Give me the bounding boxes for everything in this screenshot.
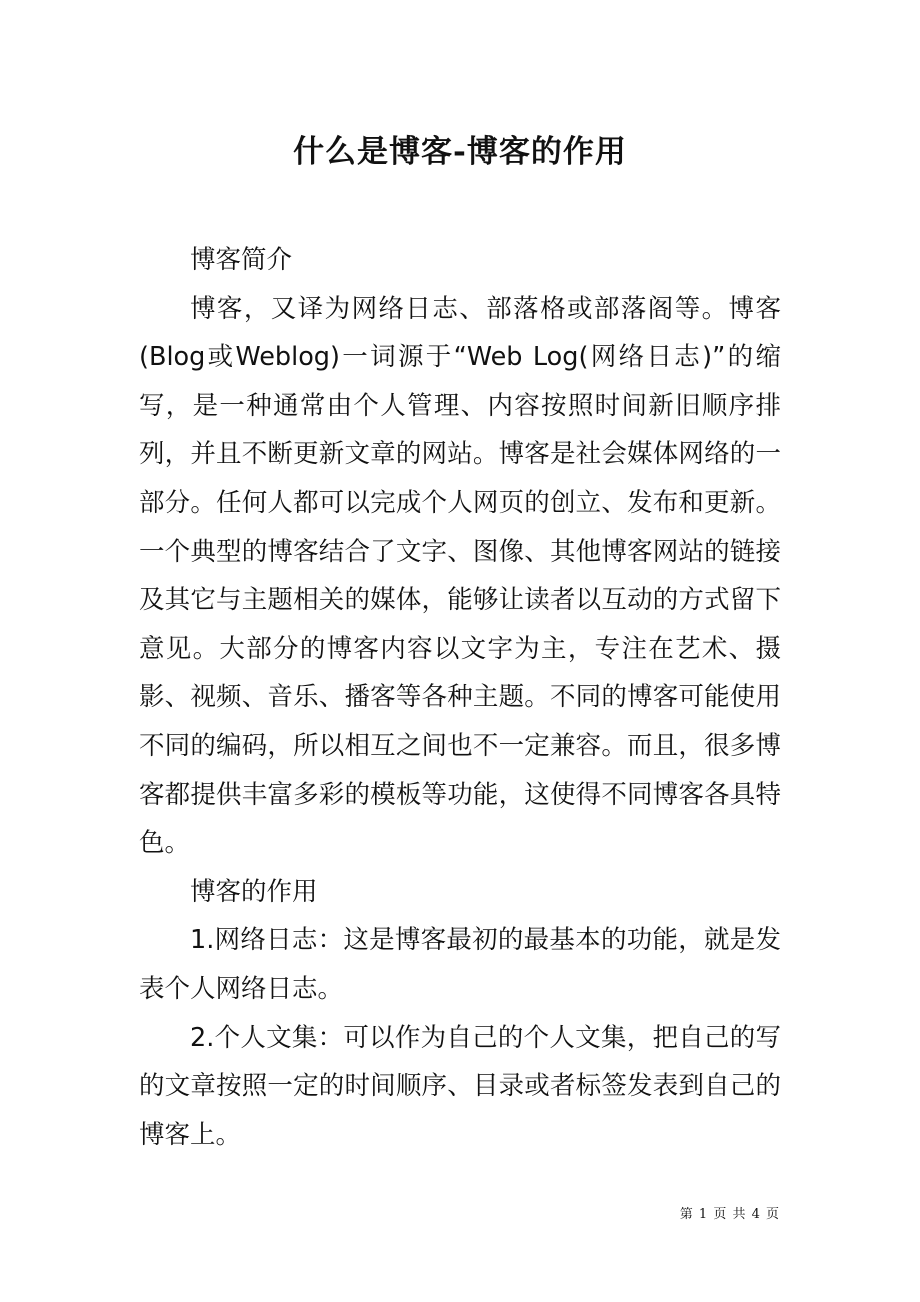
paragraph-function-2: 2.个人文集：可以作为自己的个人文集，把自己的写的文章按照一定的时间顺序、目录或者标签发表到自己的博客上。 (139, 1022, 781, 1150)
paragraph-intro: 博客，又译为网络日志、部落格或部落阁等。博客(Blog或Weblog)一词源于“Web Log(网络日志)”的缩写，是一种通常由个人管理、内容按照时间新旧顺序排列，并且不断更新文章的网站。博客是社会媒体网络的一部分。任何人都可以完成个人网页的创立、发布和更新。一个典型的博客结合了文字、图像、其他博客网站的链接及其它与主题相关的媒体，能够让读者以互动的方式留下意见。大部分的博客内容以文字为主，专注在艺术、摄影、视频、音乐、播客等各种主题。不同的博客可能使用不同的编码，所以相互之间也不一定兼容。而且，很多博客都提供丰富多彩的模板等功能，这使得不同博客各具特色。 (139, 293, 781, 859)
page-number-footer: 第 1 页 共 4 页 (679, 1207, 780, 1222)
section-heading-intro: 博客简介 (190, 245, 293, 275)
section-heading-functions: 博客的作用 (190, 876, 318, 907)
paragraph-function-1: 1.网络日志：这是博客最初的最基本的功能，就是发表个人网络日志。 (139, 925, 781, 1004)
document-body (139, 236, 781, 1159)
document-title: 什么是博客-博客的作用 (293, 134, 627, 170)
